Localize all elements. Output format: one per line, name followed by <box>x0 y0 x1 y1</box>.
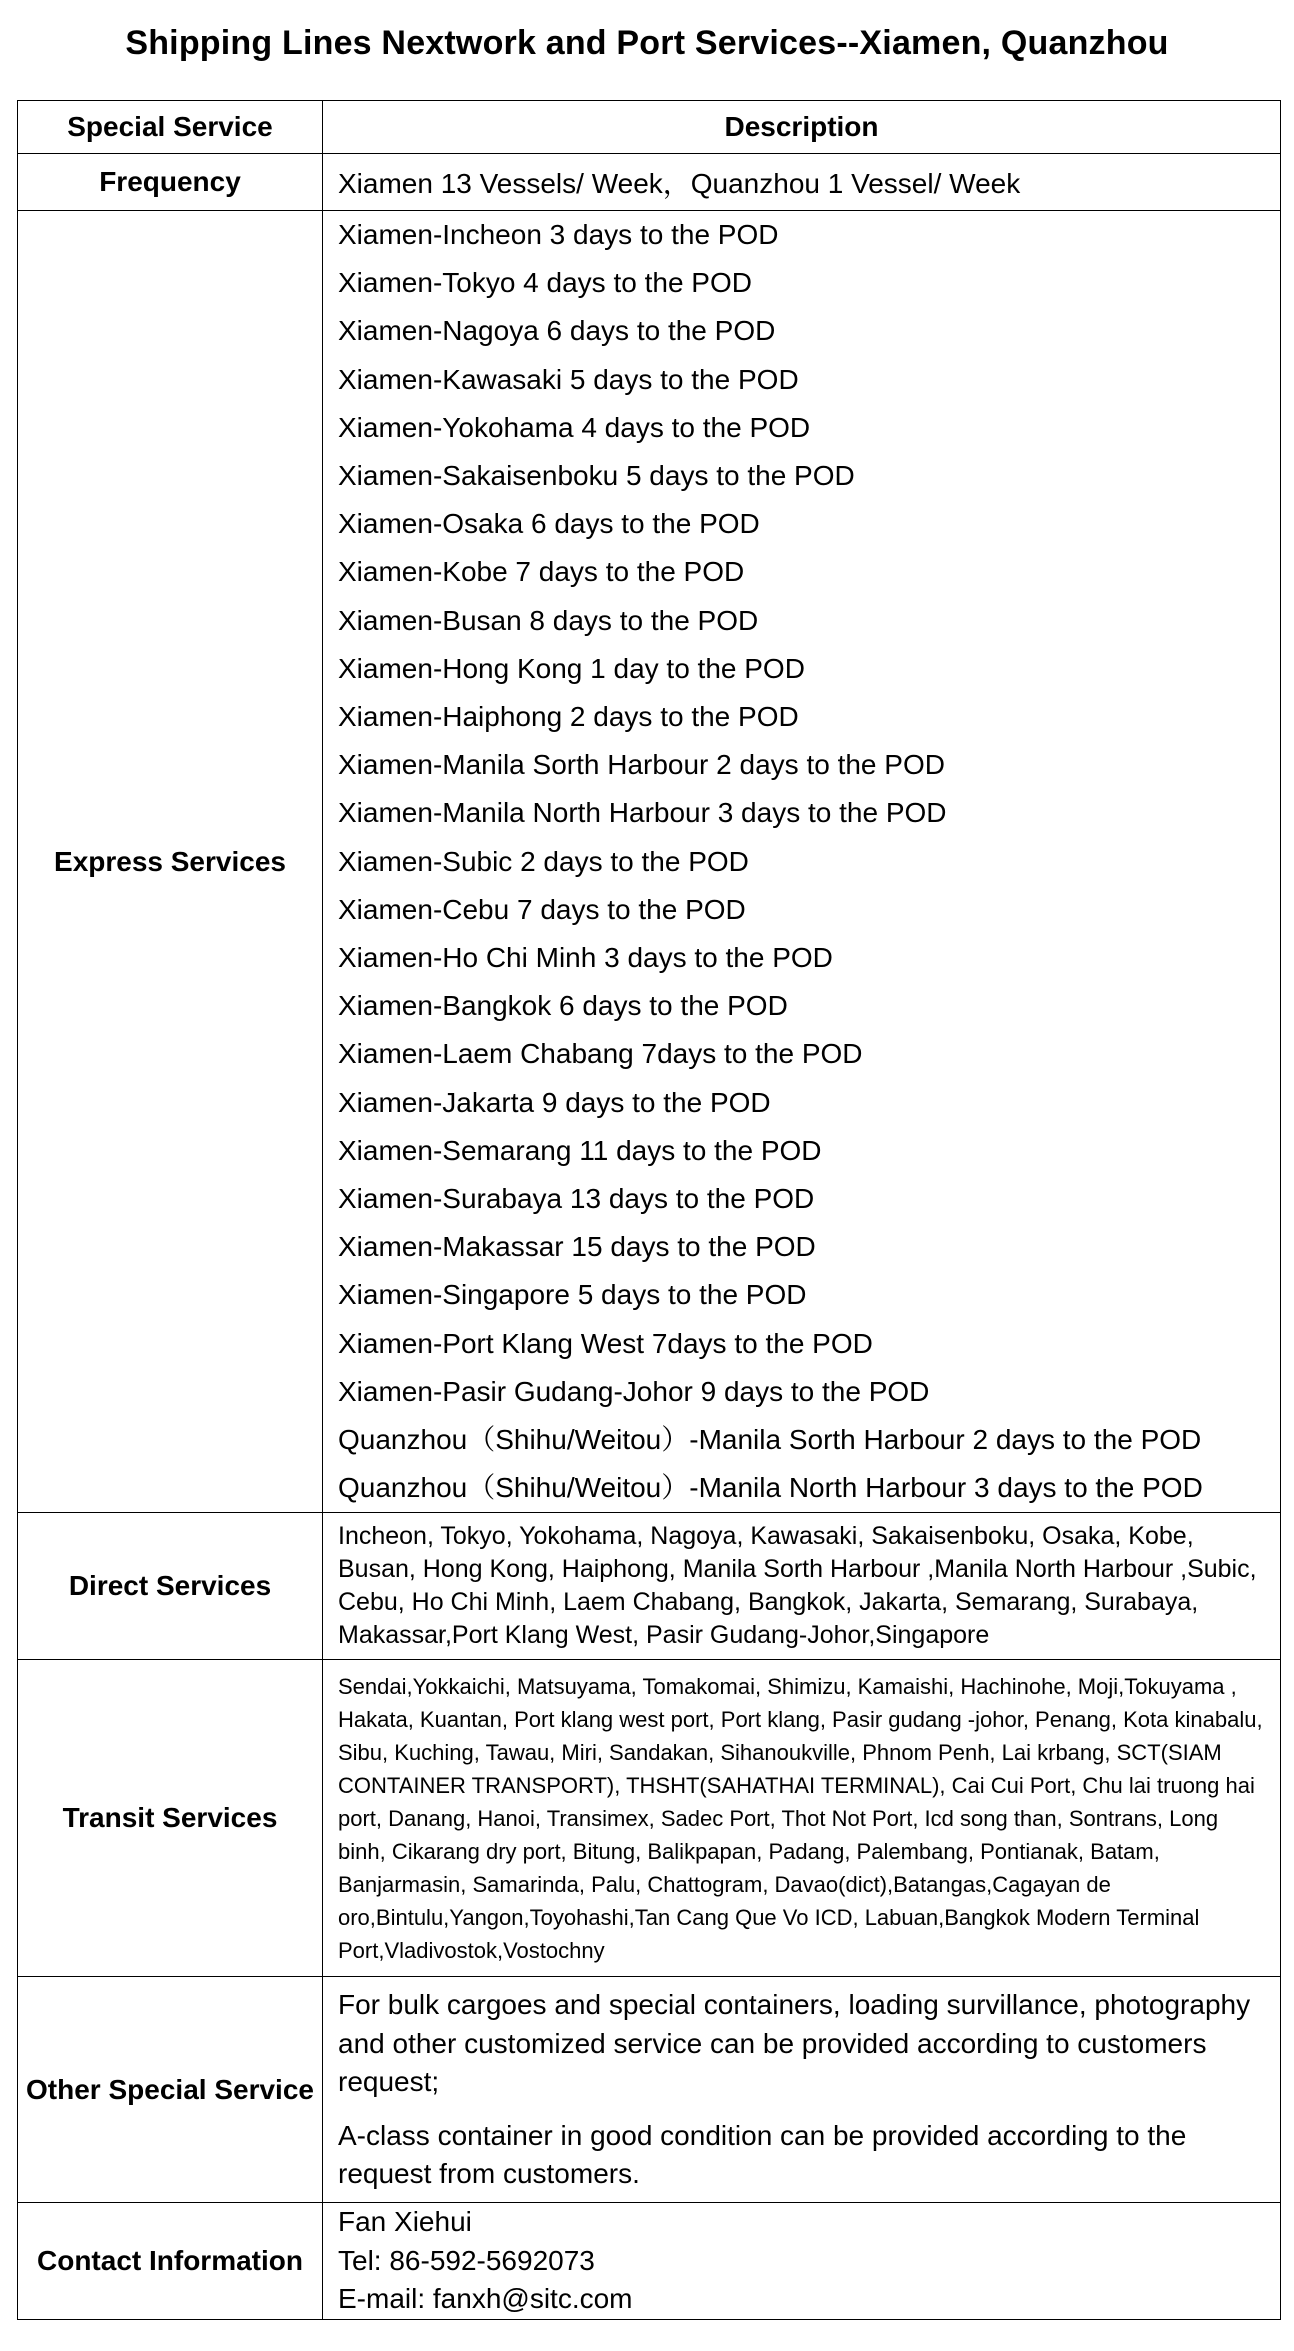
table-row-express-services <box>18 211 1281 1513</box>
row-label-other-special-service: Other Special Service <box>18 1977 323 2203</box>
express-service-line: Xiamen-Sakaisenboku 5 days to the POD <box>338 460 855 492</box>
express-service-line: Xiamen-Hong Kong 1 day to the POD <box>338 652 805 684</box>
express-service-line: Quanzhou（Shihu/Weitou）-Manila North Harbour 3 days to the POD <box>338 1472 1203 1504</box>
express-service-line: Xiamen-Busan 8 days to the POD <box>338 604 759 636</box>
table-row-transit-services <box>18 1660 1281 1977</box>
other-special-service-text <box>323 1977 1281 2203</box>
table-row-frequency <box>18 154 1281 211</box>
document-title: Shipping Lines Nextwork and Port Services--Xiamen, Quanzhou <box>125 24 1169 62</box>
express-service-line: Xiamen-Manila North Harbour 3 days to the POD <box>338 797 947 829</box>
column-header-description: Description <box>323 101 1281 154</box>
column-header-special-service: Special Service <box>18 101 323 154</box>
row-label-express-services: Express Services <box>18 211 323 1513</box>
express-service-line: Xiamen-Kawasaki 5 days to the POD <box>338 363 799 395</box>
contact-phone: Tel: 86-592-5692073 <box>338 2244 595 2276</box>
express-service-line: Xiamen-Port Klang West 7days to the POD <box>338 1327 873 1359</box>
contact-details <box>323 2203 1281 2320</box>
express-service-line: Xiamen-Incheon 3 days to the POD <box>338 219 779 250</box>
express-service-line: Xiamen-Tokyo 4 days to the POD <box>338 267 752 299</box>
express-service-line: Xiamen-Ho Chi Minh 3 days to the POD <box>338 942 833 974</box>
express-service-line: Xiamen-Kobe 7 days to the POD <box>338 556 745 588</box>
direct-services-text: Incheon, Tokyo, Yokohama, Nagoya, Kawasaki, Sakaisenboku, Osaka, Kobe, Busan, Hong Kong, Haiphong, Manila Sorth Harbour ,Manila North Harbour ,Subic, Cebu, Ho Chi Minh, Laem Chabang, Bangkok, Jakarta, Semarang, Surabaya, Makassar,Port Klang West, Pasir Gudang-Johor,Singapore <box>323 1513 1281 1660</box>
express-service-line: Xiamen-Makassar 15 days to the POD <box>338 1231 816 1263</box>
express-service-line: Xiamen-Laem Chabang 7days to the POD <box>338 1038 863 1070</box>
frequency-text: Xiamen 13 Vessels/ Week，Quanzhou 1 Vessel/ Week <box>323 154 1281 211</box>
table-row-direct-services <box>18 1513 1281 1660</box>
express-service-line: Xiamen-Cebu 7 days to the POD <box>338 893 746 925</box>
transit-services-text: Sendai,Yokkaichi, Matsuyama, Tomakomai, Shimizu, Kamaishi, Hachinohe, Moji,Tokuyama , Hakata, Kuantan, Port klang west port, Port klang, Pasir gudang -johor, Penang, Kota kinabalu, Sibu, Kuching, Tawau, Miri, Sandakan, Sihanoukville, Phnom Penh, Lai krbang, SCT(SIAM CONTAINER TRANSPORT), THSHT(SAHATHAI TERMINAL), Cai Cui Port, Chu lai truong hai port, Danang, Hanoi, Transimex, Sadec Port, Thot Not Port, Icd song than, Sontrans, Long binh, Cikarang dry port, Bitung, Balikpapan, Padang, Palembang, Pontianak, Batam, Banjarmasin, Samarinda, Palu, Chattogram, Davao(dict),Batangas,Cagayan de oro,Bintulu,Yangon,Toyohashi,Tan Cang Que Vo ICD, Labuan,Bangkok Modern Terminal Port,Vladivostok,Vostochny <box>323 1660 1281 1977</box>
express-services-list <box>323 211 1281 1513</box>
table-row-contact-information <box>18 2203 1281 2320</box>
services-table <box>17 100 1281 2320</box>
table-row-other-special-service <box>18 1977 1281 2203</box>
express-service-line: Xiamen-Osaka 6 days to the POD <box>338 508 760 540</box>
row-label-frequency: Frequency <box>18 154 323 211</box>
express-service-line: Xiamen-Nagoya 6 days to the POD <box>338 315 776 347</box>
express-service-line: Xiamen-Subic 2 days to the POD <box>338 845 749 877</box>
express-service-line: Xiamen-Haiphong 2 days to the POD <box>338 701 799 733</box>
express-service-line: Xiamen-Manila Sorth Harbour 2 days to the POD <box>338 749 945 781</box>
express-service-line: Xiamen-Bangkok 6 days to the POD <box>338 990 788 1022</box>
express-service-line: Quanzhou（Shihu/Weitou）-Manila Sorth Harbour 2 days to the POD <box>338 1424 1202 1456</box>
row-label-transit-services: Transit Services <box>18 1660 323 1977</box>
table-header-row <box>18 101 1281 154</box>
express-service-line: Xiamen-Jakarta 9 days to the POD <box>338 1086 771 1118</box>
express-service-line: Xiamen-Singapore 5 days to the POD <box>338 1279 807 1311</box>
express-service-line: Xiamen-Semarang 11 days to the POD <box>338 1134 822 1166</box>
express-service-line: Xiamen-Yokohama 4 days to the POD <box>338 411 811 443</box>
other-service-paragraph: For bulk cargoes and special containers, loading survillance, photography and other customized service can be provided according to customers request; <box>338 1989 1251 2098</box>
contact-email: E-mail: fanxh@sitc.com <box>338 2283 633 2315</box>
contact-name: Fan Xiehui <box>338 2206 472 2238</box>
express-service-line: Xiamen-Pasir Gudang-Johor 9 days to the POD <box>338 1375 930 1407</box>
row-label-contact-information: Contact Information <box>18 2203 323 2320</box>
express-service-line: Xiamen-Surabaya 13 days to the POD <box>338 1183 815 1215</box>
other-service-paragraph: A-class container in good condition can be provided according to the request from customers. <box>338 2119 1187 2190</box>
row-label-direct-services: Direct Services <box>18 1513 323 1660</box>
